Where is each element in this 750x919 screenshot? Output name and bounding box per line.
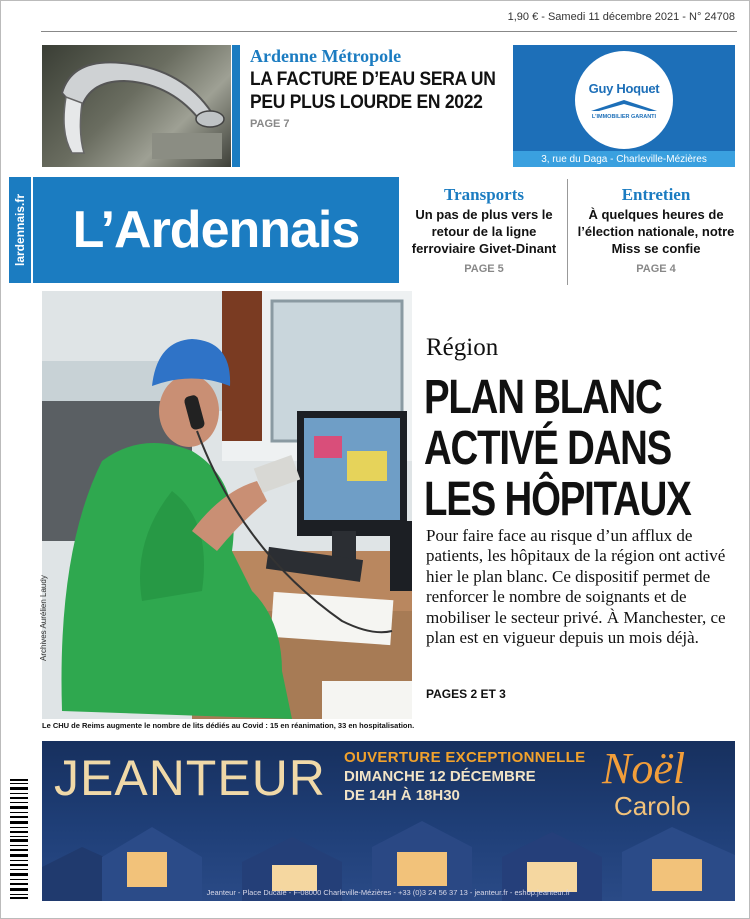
top-story-kicker: Ardenne Métropole (250, 46, 402, 66)
teaser-body: À quelques heures de l’élection nationale, notre Miss se confie (577, 207, 735, 256)
guy-hoquet-ad[interactable] (513, 45, 735, 167)
barcode-icon (10, 777, 34, 901)
faucet-illustration (52, 53, 231, 163)
main-story-kicker: Région (426, 334, 499, 361)
main-story-body: Pour faire face au risque d’un afflux de patients, les hôpitaux de la région ont activé hier le plan blanc. Ce dispositif permet de renforcer le nombre de soignants et de mobiliser le secteur privé. À Manchester, ce plan est en vigueur depuis un mois déjà. (426, 526, 726, 647)
photo-credit: Archives Aurélien Laudy (39, 575, 48, 661)
photo-caption: Le CHU de Reims augmente le nombre de lits dédiés au Covid : 15 en réanimation, 33 en hospitalisation. (42, 721, 415, 730)
main-story-headline[interactable]: PLAN BLANC ACTIVÉ DANS LES HÔPITAUX (424, 371, 691, 526)
jeanteur-brand: JEANTEUR (54, 750, 326, 806)
jeanteur-contact: Jeanteur - Place Ducale - F-08000 Charleville-Mézières - +33 (0)3 24 56 37 13 - jeanteur.fr - eshop.jeanteur.fr (206, 888, 571, 897)
top-story[interactable] (250, 47, 505, 130)
guy-hoquet-logo (575, 51, 673, 149)
main-story-pages: PAGES 2 ET 3 (426, 687, 506, 701)
top-story-photo[interactable] (42, 45, 231, 167)
issue-info: 1,90 € - Samedi 11 décembre 2021 - N° 24708 (507, 11, 735, 23)
jeanteur-ad[interactable] (42, 741, 735, 901)
noel-logo-text: Noël (602, 744, 686, 793)
guy-hoquet-tagline: L’IMMOBILIER GARANTI (591, 113, 657, 120)
teaser-body: Un pas de plus vers le retour de la ligne ferroviaire Givet-Dinant (411, 207, 557, 256)
teaser-kicker: Entretien (621, 185, 691, 204)
jeanteur-hours: DE 14H À 18H30 (344, 787, 460, 804)
carolo-logo-text: Carolo (614, 791, 691, 821)
hospital-scene-illustration (42, 291, 412, 719)
top-story-page: PAGE 7 (250, 118, 290, 131)
main-story-photo[interactable] (42, 291, 412, 719)
teaser-transports[interactable] (401, 185, 567, 275)
teaser-page: PAGE 5 (464, 262, 504, 275)
top-story-headline[interactable]: LA FACTURE D’EAU SERA UN PEU PLUS LOURDE EN 2022 (250, 68, 496, 113)
newspaper-title: L’Ardennais (72, 201, 360, 259)
site-url-strip[interactable] (9, 177, 31, 283)
teaser-divider (567, 179, 568, 285)
site-url: lardennais.fr (13, 193, 27, 267)
guy-hoquet-name: Guy Hoquet (588, 80, 660, 96)
jeanteur-opening: OUVERTURE EXCEPTIONNELLE (344, 749, 586, 766)
masthead[interactable] (33, 177, 399, 283)
top-story-accent-bar (232, 45, 240, 167)
top-divider (41, 31, 737, 32)
roof-icon (589, 98, 659, 112)
guy-hoquet-address: 3, rue du Daga - Charleville-Mézières (513, 151, 735, 167)
teaser-kicker: Transports (444, 185, 524, 204)
teaser-page: PAGE 4 (636, 262, 676, 275)
teaser-entretien[interactable] (573, 185, 739, 275)
jeanteur-date: DIMANCHE 12 DÉCEMBRE (344, 768, 536, 785)
